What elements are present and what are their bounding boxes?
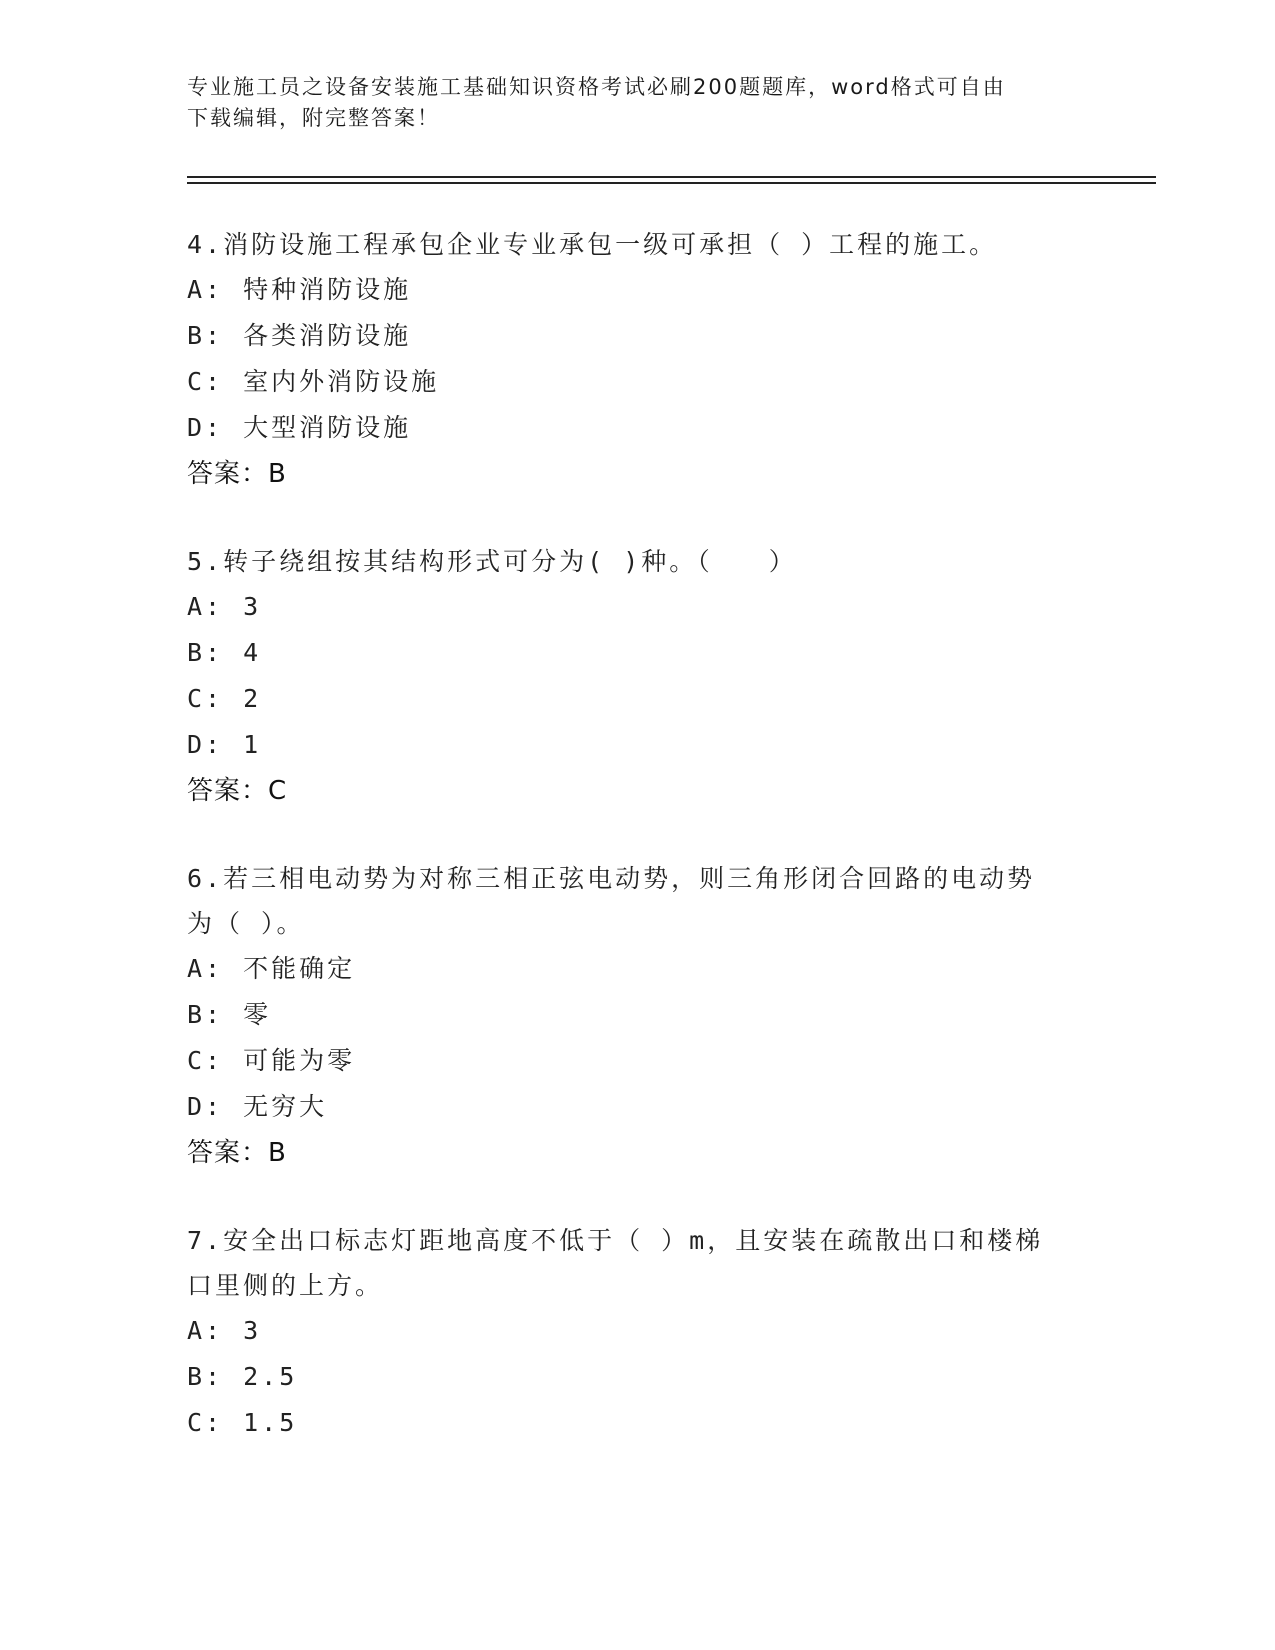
question-6	[187, 856, 1067, 1176]
option-c	[187, 676, 1067, 722]
question-stem-line-1: 7.安全出口标志灯距地高度不低于（ ）m，且安装在疏散出口和楼梯	[187, 1226, 1044, 1255]
question-stem-line-2: 口里侧的上方。	[187, 1271, 384, 1300]
option-b	[187, 1354, 1067, 1400]
option-text: 各类消防设施	[243, 321, 412, 350]
answer-label: 答案：C	[187, 776, 288, 806]
question-stem: 4.消防设施工程承包企业专业承包一级可承担（ ）工程的施工。	[187, 230, 998, 259]
document-header	[187, 72, 1087, 134]
option-letter: C:	[187, 1408, 224, 1437]
option-letter: B:	[187, 1362, 224, 1391]
option-text: 不能确定	[243, 954, 356, 983]
option-letter: C:	[187, 684, 224, 713]
option-text: 1	[243, 730, 262, 759]
option-text: 大型消防设施	[243, 413, 412, 442]
answer-label: 答案：B	[187, 459, 287, 489]
option-text: 3	[243, 1316, 262, 1345]
option-c	[187, 359, 1067, 405]
option-text: 1.5	[243, 1408, 298, 1437]
option-letter: D:	[187, 730, 224, 759]
option-b	[187, 630, 1067, 676]
option-a	[187, 946, 1067, 992]
option-text: 可能为零	[243, 1046, 356, 1075]
option-text: 零	[243, 1000, 272, 1029]
question-stem: 5.转子绕组按其结构形式可分为( )种。（ ）	[187, 547, 797, 576]
question-stem-line-1: 6.若三相电动势为对称三相正弦电动势，则三角形闭合回路的电动势	[187, 864, 1036, 893]
option-b	[187, 992, 1067, 1038]
option-letter: D:	[187, 1092, 224, 1121]
question-7	[187, 1218, 1067, 1446]
option-c	[187, 1038, 1067, 1084]
header-divider-top	[187, 176, 1156, 178]
option-letter: A:	[187, 592, 224, 621]
option-text: 2.5	[243, 1362, 298, 1391]
option-letter: B:	[187, 321, 224, 350]
question-4	[187, 222, 1067, 497]
option-d	[187, 405, 1067, 451]
option-d	[187, 1084, 1067, 1130]
option-text: 2	[243, 684, 262, 713]
option-text: 特种消防设施	[243, 275, 412, 304]
option-text: 无穷大	[243, 1092, 328, 1121]
option-letter: A:	[187, 1316, 224, 1345]
question-stem-line-2: 为（ ）。	[187, 909, 305, 938]
header-line-1: 专业施工员之设备安装施工基础知识资格考试必刷200题题库，word格式可自由	[187, 75, 1006, 99]
option-letter: D:	[187, 413, 224, 442]
option-text: 室内外消防设施	[243, 367, 440, 396]
option-text: 3	[243, 592, 262, 621]
answer-label: 答案：B	[187, 1138, 287, 1168]
option-b	[187, 313, 1067, 359]
option-letter: A:	[187, 954, 224, 983]
header-line-2: 下载编辑，附完整答案！	[187, 106, 440, 130]
option-d	[187, 722, 1067, 768]
option-a	[187, 584, 1067, 630]
question-5	[187, 539, 1067, 814]
option-letter: B:	[187, 1000, 224, 1029]
option-c	[187, 1400, 1067, 1446]
option-letter: A:	[187, 275, 224, 304]
option-a	[187, 1308, 1067, 1354]
option-text: 4	[243, 638, 262, 667]
header-divider-bottom	[187, 182, 1156, 184]
option-letter: C:	[187, 367, 224, 396]
option-letter: C:	[187, 1046, 224, 1075]
option-letter: B:	[187, 638, 224, 667]
option-a	[187, 267, 1067, 313]
